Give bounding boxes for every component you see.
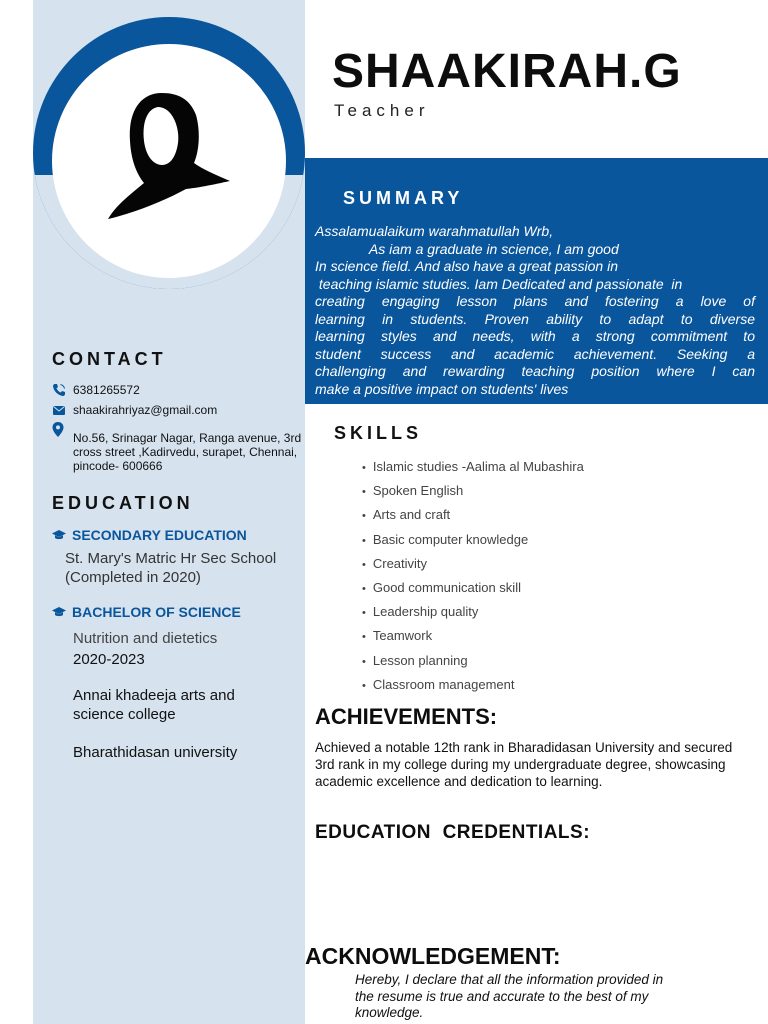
location-pin-icon xyxy=(52,422,64,438)
graduation-cap-icon xyxy=(52,607,66,617)
summary-line: learning styles and needs, with a strong commitment to xyxy=(315,328,755,344)
skill-item: • Lesson planning xyxy=(362,651,584,675)
bachelor-subject: Nutrition and dietetics xyxy=(73,630,218,647)
university-name: Bharathidasan university xyxy=(73,744,238,761)
role-title: Teacher xyxy=(334,101,430,120)
skills-list xyxy=(362,457,584,699)
graduation-cap-icon xyxy=(52,530,66,540)
skill-item: • Creativity xyxy=(362,554,584,578)
summary-line: In science field. And also have a great passion in xyxy=(315,258,619,274)
skill-item: • Arts and craft xyxy=(362,505,584,529)
summary-line: Assalamualaikum warahmatullah Wrb, xyxy=(315,223,554,239)
name-heading: SHAAKIRAH.G xyxy=(332,45,682,98)
avatar xyxy=(52,44,286,278)
secondary-school: St. Mary's Matric Hr Sec School xyxy=(65,550,277,567)
skill-item: • Classroom management xyxy=(362,675,584,699)
secondary-degree-label: SECONDARY EDUCATION xyxy=(72,527,247,543)
skill-item: • Islamic studies -Aalima al Mubashira xyxy=(362,457,584,481)
bachelor-degree-label: BACHELOR OF SCIENCE xyxy=(72,604,241,620)
contact-phone xyxy=(52,383,140,397)
achievements-heading: ACHIEVEMENTS: xyxy=(315,704,498,729)
bachelor-years: 2020-2023 xyxy=(73,651,145,668)
credentials-heading xyxy=(315,822,590,844)
college-name-line1: Annai khadeeja arts and xyxy=(73,687,235,704)
hijab-silhouette-icon xyxy=(104,89,234,224)
summary-text xyxy=(315,223,755,398)
skill-item: • Good communication skill xyxy=(362,578,584,602)
phone-number: 6381265572 xyxy=(73,383,140,397)
secondary-education-degree xyxy=(52,527,247,543)
acknowledgement-text: Hereby, I declare that all the information provided in the resume is true and accurate to the best of my knowledge. xyxy=(355,972,664,1020)
contact-email xyxy=(52,403,217,417)
skill-item: • Leadership quality xyxy=(362,602,584,626)
email-address: shaakirahriyaz@gmail.com xyxy=(73,403,218,417)
summary-line: learning in students. Proven ability to adapt to diverse xyxy=(315,310,755,327)
summary-line: creating engaging lesson plans and fostering a love of xyxy=(315,293,755,309)
phone-icon xyxy=(52,383,66,397)
bachelor-degree xyxy=(52,604,241,620)
summary-line: As iam a graduate in science, I am good xyxy=(315,240,619,257)
education-heading: EDUCATION xyxy=(52,493,194,513)
address-text: No.56, Srinagar Nagar, Ranga avenue, 3rd cross street ,Kadirvedu, surapet, Chennai, pincode- 600666 xyxy=(73,431,302,473)
achievements-text: Achieved a notable 12th rank in Bharadidasan University and secured 3rd rank in my college during my undergraduate degree, showcasing academic excellence and dedication to learning. xyxy=(315,740,733,789)
contact-heading: CONTACT xyxy=(52,349,167,369)
credentials-heading-text: EDUCATION CREDENTIALS: xyxy=(315,822,591,843)
summary-line: challenging and rewarding teaching position where I can xyxy=(315,363,755,379)
skills-heading: SKILLS xyxy=(334,423,423,443)
summary-line: teaching islamic studies. Iam Dedicated and passionate in xyxy=(315,275,683,292)
skill-item: • Basic computer knowledge xyxy=(362,530,584,554)
skill-item: • Spoken English xyxy=(362,481,584,505)
summary-line: student success and academic achievement. Seeking a xyxy=(315,345,755,362)
summary-line: make a positive impact on students' lives xyxy=(315,380,569,397)
summary-panel xyxy=(305,158,768,404)
acknowledgement-heading: ACKNOWLEDGEMENT: xyxy=(305,943,561,969)
skill-item: • Teamwork xyxy=(362,626,584,650)
college-name-line2: science college xyxy=(73,706,176,723)
secondary-status: (Completed in 2020) xyxy=(65,569,201,586)
summary-heading: SUMMARY xyxy=(343,188,464,208)
mail-icon xyxy=(52,403,66,417)
